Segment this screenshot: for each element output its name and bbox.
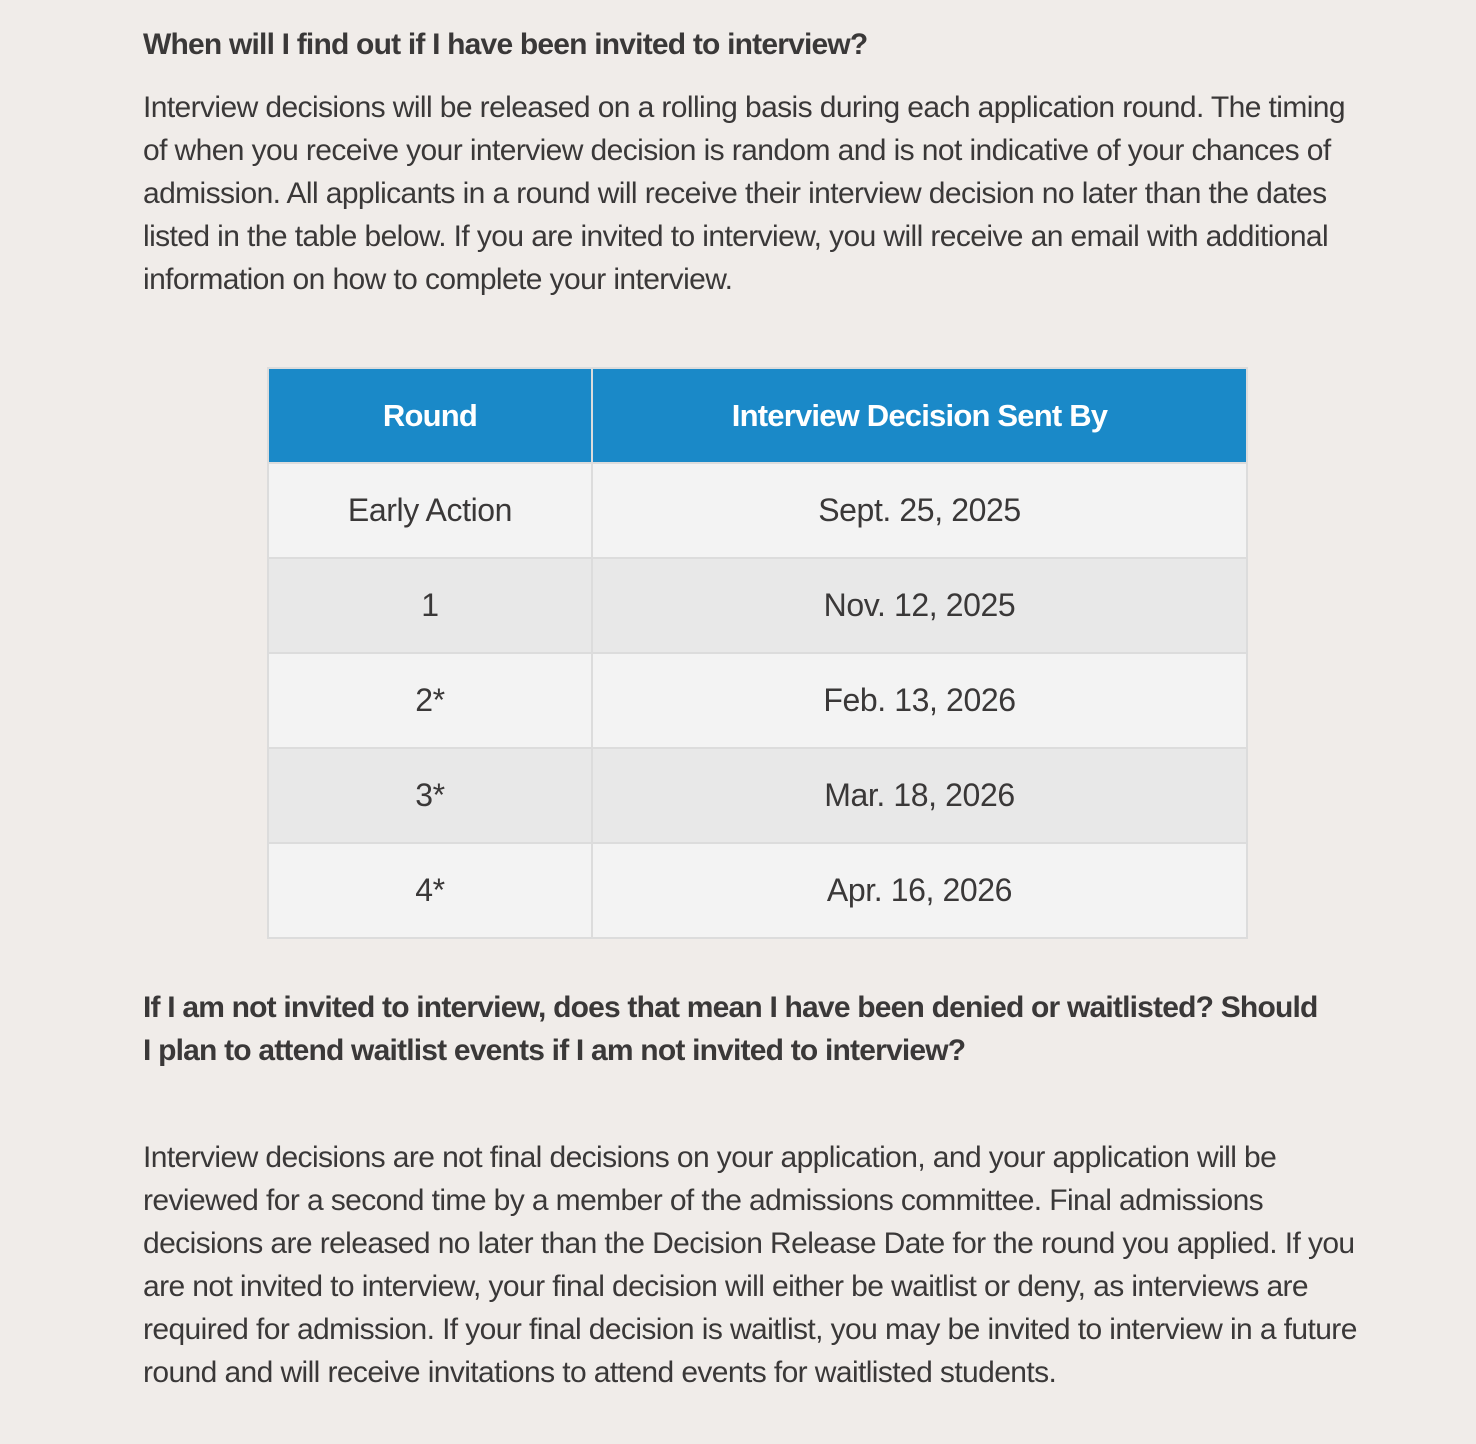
round-cell: 2* xyxy=(268,653,592,748)
date-cell: Sept. 25, 2025 xyxy=(592,463,1247,558)
table-row xyxy=(268,653,1247,748)
interview-decision-table xyxy=(267,367,1248,939)
table-row xyxy=(268,843,1247,938)
table-row xyxy=(268,748,1247,843)
faq-answer-interview-timing: Interview decisions will be released on a rolling basis during each application round. The timing of when you receive your interview decision is random and is not indicative of your chances of admission. All applicants in a round will receive their interview decision no later than the dates listed in the table below. If you are invited to interview, you will receive an email with additional information on how to complete your interview. xyxy=(143,91,1345,296)
column-header-decision-date: Interview Decision Sent By xyxy=(592,368,1247,463)
round-cell: 3* xyxy=(268,748,592,843)
column-header-round: Round xyxy=(268,368,592,463)
faq-question-not-invited: If I am not invited to interview, does that mean I have been denied or waitlisted? Should I plan to attend waitlist events if I am not invited to interview? xyxy=(143,991,1318,1067)
faq-answer-not-invited: Interview decisions are not final decisions on your application, and your application will be reviewed for a second time by a member of the admissions committee. Final admissions decisions are released no later than the Decision Release Date for the round you applied. If you are not invited to interview, your final decision will either be waitlist or deny, as interviews are required for admission. If your final decision is waitlist, you may be invited to interview in a future round and will receive invitations to attend events for waitlisted students. xyxy=(143,1141,1357,1389)
round-cell: Early Action xyxy=(268,463,592,558)
faq-question-interview-timing: When will I find out if I have been invited to interview? xyxy=(143,28,868,61)
date-cell: Mar. 18, 2026 xyxy=(592,748,1247,843)
table-header-row xyxy=(268,368,1247,463)
round-cell: 1 xyxy=(268,558,592,653)
table-row xyxy=(268,558,1247,653)
date-cell: Nov. 12, 2025 xyxy=(592,558,1247,653)
table-row xyxy=(268,463,1247,558)
round-cell: 4* xyxy=(268,843,592,938)
date-cell: Feb. 13, 2026 xyxy=(592,653,1247,748)
date-cell: Apr. 16, 2026 xyxy=(592,843,1247,938)
